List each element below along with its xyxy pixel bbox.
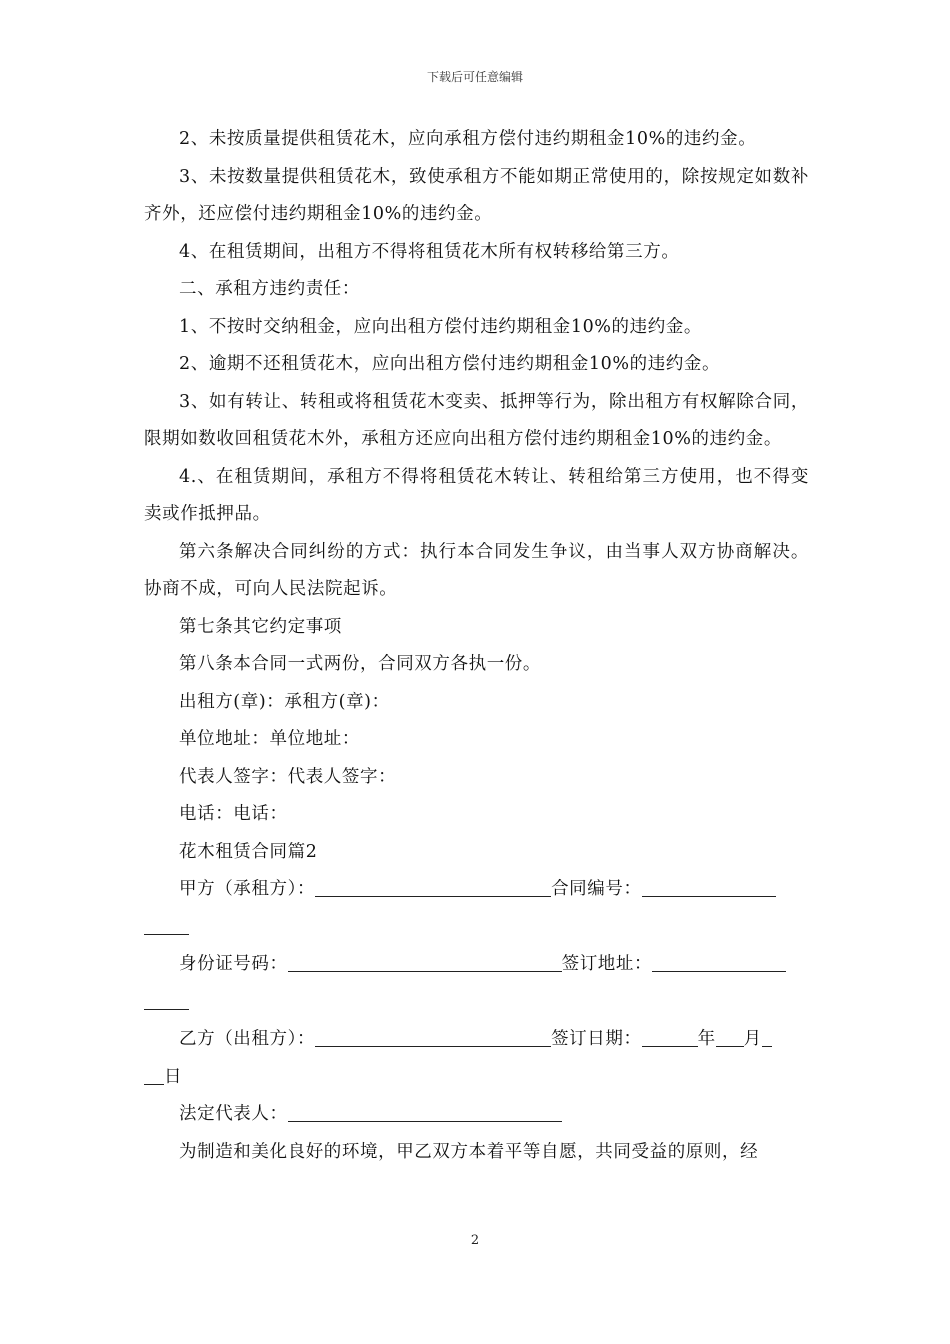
day-blank-continued[interactable]: [144, 1066, 164, 1085]
paragraph: 3、未按数量提供租赁花木，致使承租方不能如期正常使用的，除按规定如数补齐外，还应偿付违约期租金10%的违约金。: [144, 166, 809, 224]
form-line-party-b: [144, 1021, 809, 1059]
party-b-label: 乙方（出租方）：: [179, 1029, 316, 1049]
paragraph: 4.、在租赁期间，承租方不得将租赁花木转让、转租给第三方使用，也不得变卖或作抵押品。: [144, 466, 809, 524]
form-line-continuation: [144, 1059, 809, 1097]
paragraph: 2、未按质量提供租赁花木，应向承租方偿付违约期租金10%的违约金。: [179, 129, 757, 149]
section-title: 花木租赁合同篇2: [179, 841, 318, 862]
form-line-party-a: [144, 871, 809, 909]
paragraph: 第八条本合同一式两份，合同双方各执一份。: [179, 654, 541, 674]
closing-paragraph: 为制造和美化良好的环境，甲乙双方本着平等自愿，共同受益的原则，经: [179, 1141, 759, 1162]
day-blank[interactable]: [762, 1028, 772, 1047]
page-number: 2: [470, 1233, 480, 1248]
year-label: 年: [697, 1029, 716, 1049]
party-b-blank[interactable]: [315, 1028, 551, 1047]
party-a-blank[interactable]: [315, 878, 551, 897]
month-blank[interactable]: [716, 1028, 744, 1047]
id-no-label: 身份证号码：: [179, 954, 288, 974]
signature-line: 单位地址：单位地址：: [179, 729, 360, 749]
paragraph: 第六条解决合同纠纷的方式：执行本合同发生争议，由当事人双方协商解决。协商不成，可向人民法院起诉。: [144, 541, 809, 599]
form-line-id: [144, 946, 809, 984]
form-line-legal-rep: [144, 1096, 809, 1134]
contract-no-label: 合同编号：: [551, 879, 642, 899]
page-header: 下载后可任意编辑: [426, 70, 523, 84]
paragraph: 第七条其它约定事项: [179, 616, 342, 637]
section-heading: 二、承租方违约责任：: [179, 279, 360, 299]
legal-rep-blank[interactable]: [288, 1103, 562, 1122]
signature-line: 代表人签字：代表人签字：: [179, 766, 397, 787]
day-label: 日: [164, 1066, 183, 1087]
signature-line: 出租方(章)：承租方(章)：: [179, 691, 390, 712]
signature-line: 电话：电话：: [179, 804, 288, 824]
form-line-continuation: [144, 909, 809, 947]
sign-date-label: 签订日期：: [551, 1029, 642, 1049]
paragraph: 4、在租赁期间，出租方不得将租赁花木所有权转移给第三方。: [179, 241, 680, 262]
year-blank[interactable]: [642, 1028, 698, 1047]
contract-no-blank-continued[interactable]: [144, 916, 189, 935]
month-label: 月: [743, 1029, 762, 1049]
sign-place-blank[interactable]: [652, 953, 786, 972]
sign-place-label: 签订地址：: [561, 954, 653, 974]
id-no-blank[interactable]: [288, 953, 562, 972]
contract-no-blank[interactable]: [642, 878, 776, 897]
party-a-label: 甲方（承租方）：: [179, 879, 316, 899]
paragraph: 1、不按时交纳租金，应向出租方偿付违约期租金10%的违约金。: [179, 316, 703, 337]
form-line-continuation: [144, 984, 809, 1022]
legal-rep-label: 法定代表人：: [179, 1104, 288, 1124]
paragraph: 3、如有转让、转租或将租赁花木变卖、抵押等行为，除出租方有权解除合同，限期如数收回租赁花木外，承租方还应向出租方偿付违约期租金10%的违约金。: [144, 391, 809, 449]
document-body: [144, 121, 809, 1171]
paragraph: 2、逾期不还租赁花木，应向出租方偿付违约期租金10%的违约金。: [179, 354, 721, 374]
sign-place-blank-continued[interactable]: [144, 991, 189, 1010]
